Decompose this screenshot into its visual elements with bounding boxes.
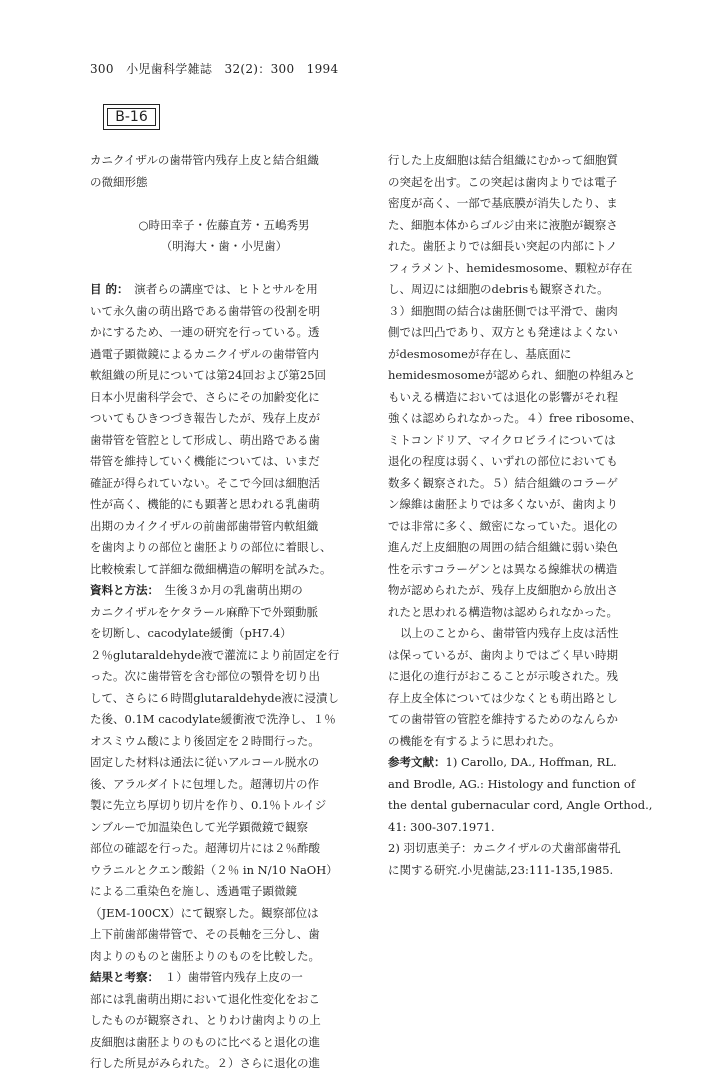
body-line: 部位の確認を行った。超薄切片には２％酢酸: [90, 841, 320, 855]
reference-line: に関する研究.小児歯誌,23:111-135,1985.: [388, 862, 614, 877]
body-line: カニクイザルをケタラール麻酔下で外頸動脈: [90, 604, 319, 619]
body-line: [90, 580, 358, 602]
body-line: った。次に歯帯管を含む部位の顎骨を切り出: [90, 669, 320, 683]
body-line: 軟組織の所見については第24回および第25回: [90, 368, 327, 382]
affiliation: （明海大・歯・小児歯）: [160, 239, 288, 253]
body-line: の機能を有するように思われた。: [388, 733, 561, 748]
body-line: ついてもひきつづき報告したが、残存上皮が: [90, 411, 320, 425]
body-line: hemidesmosomeが認められ、細胞の枠組みと: [388, 368, 636, 382]
right-column: [388, 150, 656, 881]
body-line: ウラニルとクエン酸鉛（２％ in N/10 NaOH）: [90, 862, 338, 877]
body-line: 製に先立ち厚切り切片を作り、0.1％トルイジ: [90, 798, 327, 812]
body-line: 側では凹凸であり、双方とも発達はよくない: [388, 325, 618, 339]
body-line: 物が認められたが、残存上皮細胞から放出さ: [388, 583, 618, 597]
left-column: [90, 150, 358, 1075]
body-line: かにするため、一連の研究を行っている。透: [90, 325, 320, 339]
section-label-results: 結果と考察：: [90, 970, 154, 984]
body-line: 後、アラルダイトに包埋した。超薄切片の作: [90, 776, 319, 791]
body-line: れたと思われる構造物は認められなかった。: [388, 604, 618, 619]
body-line: 皮細胞は歯胚よりのものに比べると退化の進: [90, 1034, 320, 1049]
body-line: 密度が高く、一部で基底膜が消失したり、ま: [388, 196, 618, 210]
body-line: は保っているが、歯肉よりではごく早い時期: [388, 647, 618, 662]
body-line: 退化の程度は弱く、いずれの部位においても: [388, 454, 618, 468]
reference-line: 41: 300-307.1971.: [388, 819, 495, 834]
reference-line: 2) 羽切恵美子：カニクイザルの犬歯部歯帯孔: [388, 841, 621, 855]
section-label-materials: 資料と方法：: [90, 583, 154, 597]
body-line: して、さらに６時間glutaraldehyde液に浸漬し: [90, 690, 339, 705]
body-line: 行した所見がみられた。２）さらに退化の進: [90, 1056, 320, 1070]
body-line: 進んだ上皮細胞の周囲の結合組織に弱い染色: [388, 540, 618, 554]
body-line: による二重染色を施し、透過電子顕微鏡: [90, 884, 297, 898]
body-line: を歯肉よりの部位と歯胚よりの部位に着眼し、: [90, 540, 332, 554]
body-line: た後、0.1M cacodylate緩衝液で洗浄し、１％: [90, 712, 336, 726]
body-line: れた。歯胚よりでは細長い突起の内部にトノ: [388, 239, 618, 253]
body-line: もいえる構造においては退化の影響がそれ程: [388, 389, 618, 404]
body-line: 過電子顕微鏡によるカニクイザルの歯帯管内: [90, 346, 319, 361]
reference-line: [388, 752, 656, 774]
journal-header: 300 小児歯科学雑誌 32(2)：300 1994: [90, 62, 339, 76]
body-line: （JEM-100CX）にて観察した。観察部位は: [90, 905, 319, 920]
body-line: [90, 967, 358, 989]
session-badge-label: B-16: [107, 108, 156, 126]
title-line: カニクイザルの歯帯管内残存上皮と結合組織: [90, 153, 319, 167]
reference-line: the dental gubernacular cord, Angle Orthod.,: [388, 798, 653, 812]
body-text: 生後３か月の乳歯萌出期の: [164, 583, 303, 597]
body-line: 帯管を維持していく機能については、いまだ: [90, 454, 320, 468]
body-line: 固定した材料は通法に従いアルコール脱水の: [90, 755, 320, 769]
body-line: た、細胞本体からゴルジ由来に液胞が観察さ: [388, 217, 618, 232]
body-line: 強くは認められなかった。４）free ribosome、: [388, 411, 642, 425]
body-line: ンブルーで加温染色して光学顕微鏡で観察: [90, 819, 309, 834]
body-line: ン線維は歯胚よりでは多くないが、歯肉より: [388, 497, 618, 511]
body-line: 上下前歯部歯帯管で、その長軸を三分し、歯: [90, 927, 320, 941]
section-label-references: 参考文献：: [388, 755, 446, 769]
session-badge: [103, 104, 160, 130]
body-line: ２％glutaraldehyde液で灌流により前固定を行: [90, 647, 340, 662]
body-line: オスミウム酸により後固定を２時間行った。: [90, 733, 320, 748]
body-line: 確証が得られていない。そこで今回は細胞活: [90, 475, 320, 490]
body-line: 歯帯管を管腔として形成し、萌出路である歯: [90, 432, 320, 447]
body-line: がdesmosomeが存在し、基底面に: [388, 346, 572, 361]
body-line: [90, 279, 358, 301]
body-line: では非常に多く、緻密になっていた。退化の: [388, 518, 618, 533]
body-line: ミトコンドリア、マイクロビライについては: [388, 432, 616, 447]
body-text: 演者らの講座では、ヒトとサルを用: [134, 282, 318, 296]
body-line: ３）細胞間の結合は歯胚側では平滑で、歯肉: [388, 303, 618, 318]
body-line: 比較検索して詳細な微細構造の解明を試みた。: [90, 561, 332, 576]
body-line: 性が高く、機能的にも顕著と思われる乳歯萌: [90, 497, 320, 511]
reference-text: 1) Carollo, DA., Hoffman, RL.: [445, 755, 617, 769]
section-label-purpose: 目 的：: [90, 282, 123, 296]
body-line: 存上皮全体については少なくとも萌出路とし: [388, 690, 618, 705]
body-text: １）歯帯管内残存上皮の一: [164, 970, 303, 984]
body-line: 数多く観察された。５）結合組織のコラーゲ: [388, 475, 618, 490]
body-line: し、周辺には細胞のdebrisも観察された。: [388, 282, 609, 296]
reference-line: and Brodle, AG.: Histology and function of: [388, 776, 636, 791]
body-line: 部には乳歯萌出期において退化性変化をおこ: [90, 991, 320, 1006]
body-line: 以上のことから、歯帯管内残存上皮は活性: [400, 626, 619, 640]
spacer: [90, 258, 358, 280]
body-line: いて永久歯の萌出路である歯帯管の役割を明: [90, 303, 320, 318]
spacer: [90, 193, 358, 215]
body-line: 日本小児歯科学会で、さらにその加齢変化に: [90, 389, 320, 404]
body-line: 肉よりのものと歯胚よりのものを比較した。: [90, 948, 320, 963]
body-line: フィラメント、hemidesmosome、顆粒が存在: [388, 260, 633, 275]
title-line: の微細形態: [90, 174, 148, 189]
body-line: を切断し、cacodylate緩衝（pH7.4）: [90, 626, 292, 640]
body-line: の突起を出す。この突起は歯肉よりでは電子: [388, 174, 618, 189]
body-line: ての歯帯管の管腔を維持するためのなんらか: [388, 712, 618, 726]
body-line: 性を示すコラーゲンとは異なる線維状の構造: [388, 561, 618, 576]
body-line: 出期のカイクイザルの前歯部歯帯管内軟組織: [90, 518, 319, 533]
body-line: に退化の進行がおこることが示唆された。残: [388, 669, 618, 683]
authors: ○時田幸子・佐藤直芳・五嶋秀男: [138, 217, 310, 232]
body-line: 行した上皮細胞は結合組織にむかって細胞質: [388, 153, 618, 167]
body-line: したものが観察され、とりわけ歯肉よりの上: [90, 1013, 321, 1027]
